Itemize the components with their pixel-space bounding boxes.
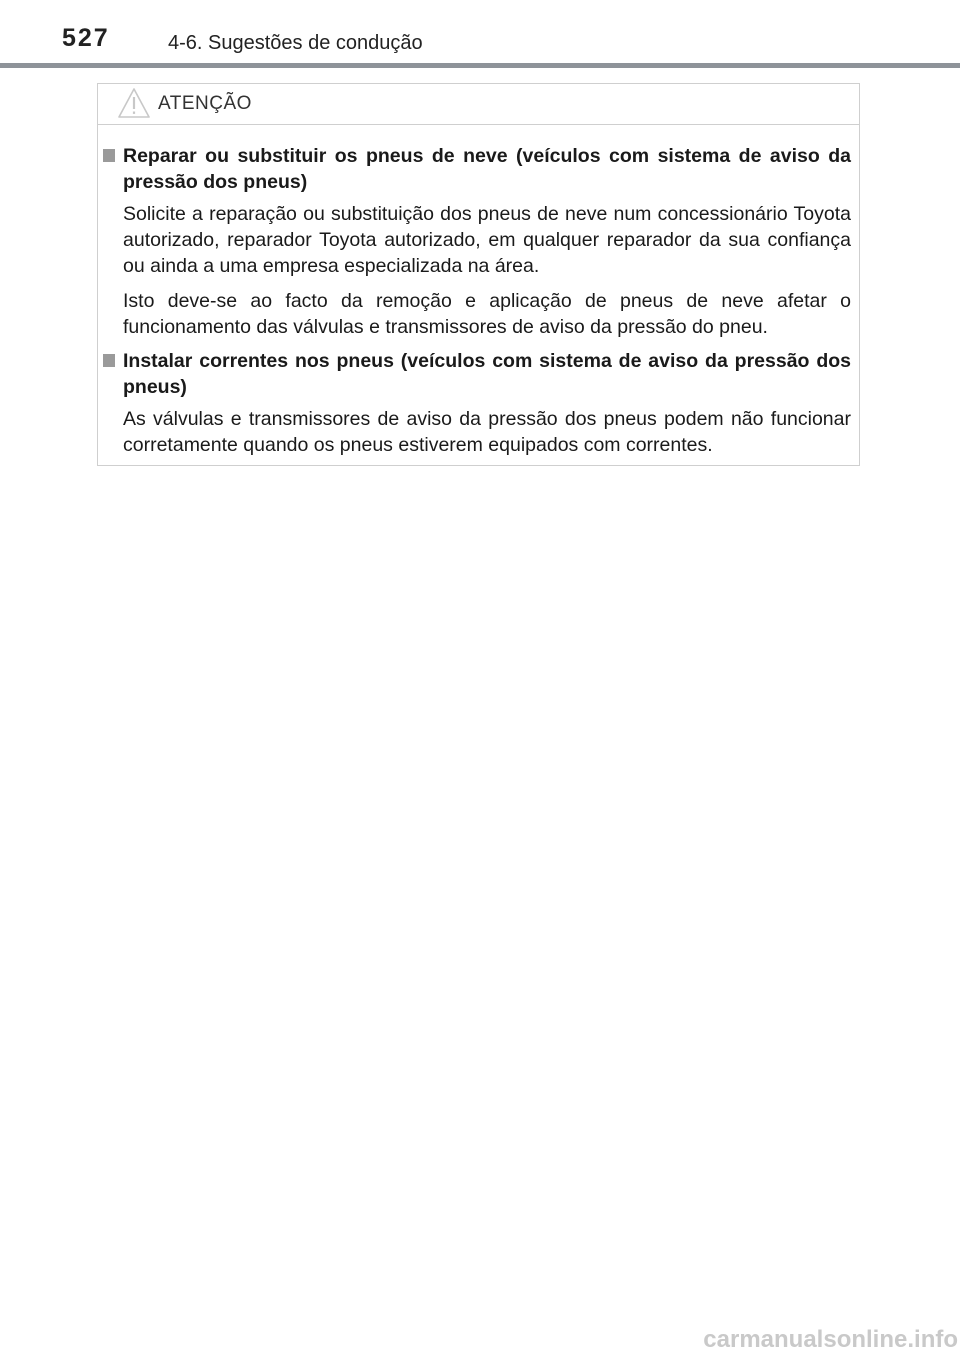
square-bullet-icon — [103, 354, 115, 367]
warning-label: ATENÇÃO — [158, 93, 252, 114]
header-rule — [0, 63, 960, 68]
page-number: 527 — [62, 24, 110, 52]
square-bullet-icon — [103, 149, 115, 162]
warning-paragraph: Isto deve-se ao facto da remoção e aplicação de pneus de neve afetar o funcionamento das válvulas e transmissores de aviso da pressão do pneu. — [123, 290, 851, 338]
warning-item-heading — [103, 348, 851, 400]
warning-box — [97, 83, 860, 466]
watermark: carmanualsonline.info — [703, 1326, 958, 1353]
page-header — [0, 0, 960, 70]
warning-body — [98, 125, 859, 458]
section-title: 4-6. Sugestões de condução — [168, 32, 423, 54]
warning-item-heading — [103, 143, 851, 195]
warning-item — [103, 348, 851, 458]
warning-item-title: Instalar correntes nos pneus (veículos com sistema de aviso da pressão dos pneus) — [123, 350, 851, 398]
warning-triangle-icon — [116, 86, 152, 120]
warning-paragraph: As válvulas e transmissores de aviso da pressão dos pneus podem não funcionar corretamente quando os pneus estiverem equipados com correntes. — [123, 408, 851, 456]
warning-header — [98, 84, 859, 125]
warning-paragraph: Solicite a reparação ou substituição dos pneus de neve num concessionário Toyota autorizado, reparador Toyota autorizado, em qualquer reparador da sua confiança ou ainda a uma empresa especializada na área. — [123, 203, 851, 277]
warning-item-title: Reparar ou substituir os pneus de neve (veículos com sistema de aviso da pressão dos pneus) — [123, 145, 851, 193]
warning-item — [103, 143, 851, 340]
